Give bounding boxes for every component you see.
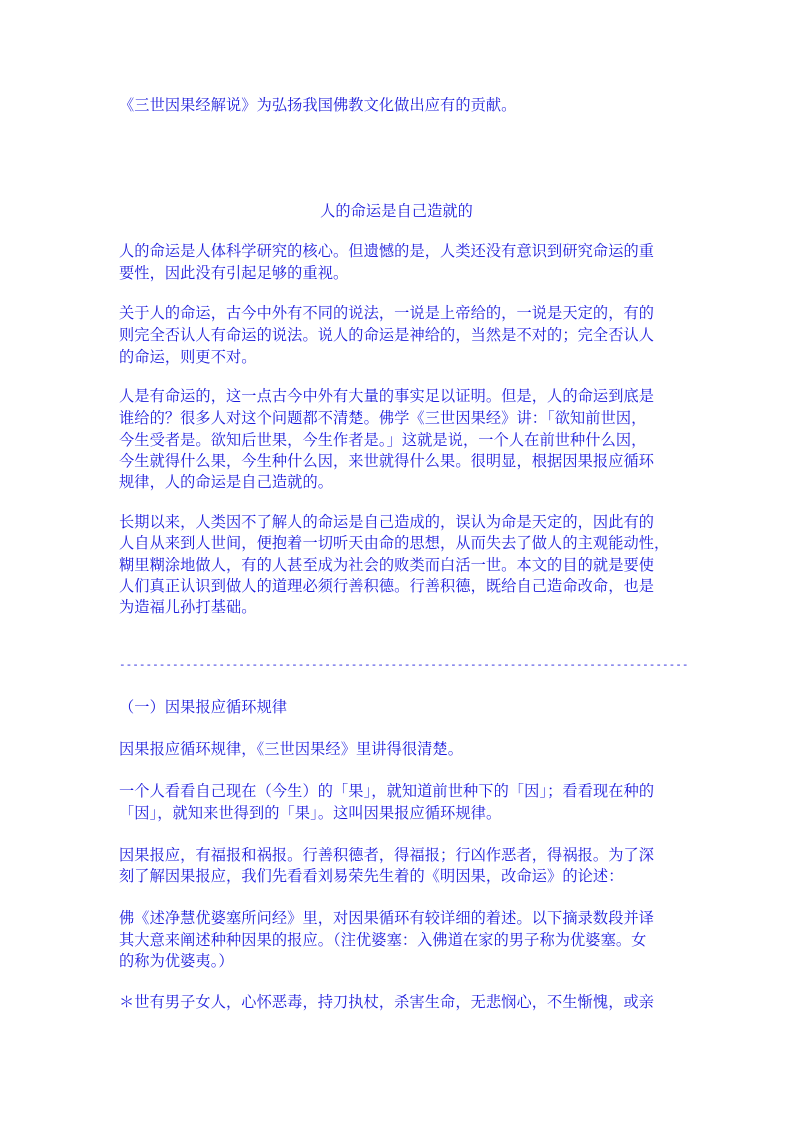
paragraph-7-line-2: 刻了解因果报应，我们先看看刘易荣先生着的《明因果，改命运》的论述： (119, 867, 624, 885)
paragraph-3-line-4: 今生就得什么果，今生种什么因，来世就得什么果。很明显，根据因果报应循环 (119, 452, 655, 470)
paragraph-5-line-1: 因果报应循环规律，《三世因果经》里讲得很清楚。 (119, 740, 464, 758)
paragraph-6-line-2: 「因」，就知来世得到的「果」。这叫因果报应循环规律。 (119, 804, 502, 822)
paragraph-4-line-4: 人们真正认识到做人的道理必须行善积德。行善积德，既给自己造命改命，也是 (119, 577, 655, 595)
paragraph-9-line-1: ＊世有男子女人，心怀恶毒，持刀执杖，杀害生命，无悲悯心，不生惭愧，或亲 (119, 993, 655, 1011)
paragraph-2-line-2: 则完全否认人有命运的说法。说人的命运是神给的，当然是不对的；完全否认人 (119, 326, 655, 344)
paragraph-4-line-1: 长期以来，人类因不了解人的命运是自己造成的，误认为命是天定的，因此有的 (119, 513, 655, 531)
paragraph-1-line-1: 人的命运是人体科学研究的核心。但遗憾的是，人类还没有意识到研究命运的重 (119, 242, 655, 260)
paragraph-1-line-2: 要性，因此没有引起足够的重视。 (119, 264, 349, 282)
paragraph-3-line-1: 人是有命运的，这一点古今中外有大量的事实足以证明。但是，人的命运到底是 (119, 387, 655, 405)
paragraph-8-line-1: 佛《述净慧优婆塞所问经》里，对因果循环有较详细的着述。以下摘录数段并译 (119, 909, 655, 927)
paragraph-6-line-1: 一个人看看自己现在（今生）的「果」，就知道前世种下的「因」；看看现在种的 (119, 782, 655, 800)
paragraph-4-line-3: 糊里糊涂地做人，有的人甚至成为社会的败类而白活一世。本文的目的就是要使 (119, 556, 655, 574)
dashed-separator: -------------------------------------------------------------------------------------- (119, 658, 689, 671)
intro-line: 《三世因果经解说》为弘扬我国佛教文化做出应有的贡献。 (119, 96, 517, 114)
paragraph-2-line-3: 的命运，则更不对。 (119, 348, 257, 366)
subsection-title: （一）因果报应循环规律 (119, 698, 288, 716)
paragraph-3-line-3: 今生受者是。欲知后世果，今生作者是。」这就是说，一个人在前世种什么因， (119, 431, 647, 449)
paragraph-4-line-5: 为造福儿孙打基础。 (119, 598, 257, 616)
paragraph-2-line-1: 关于人的命运，古今中外有不同的说法，一说是上帝给的，一说是天定的，有的 (119, 304, 655, 322)
paragraph-8-line-3: 的称为优婆夷。） (119, 952, 234, 970)
paragraph-8-line-2: 其大意来阐述种种因果的报应。（注优婆塞：入佛道在家的男子称为优婆塞。女 (119, 931, 647, 949)
paragraph-4-line-2: 人自从来到人世间，便抱着一切听天由命的思想，从而失去了做人的主观能动性， (119, 534, 670, 552)
section-title: 人的命运是自己造就的 (320, 202, 473, 220)
paragraph-7-line-1: 因果报应，有福报和祸报。行善积德者，得福报；行凶作恶者，得祸报。为了深 (119, 846, 655, 864)
paragraph-3-line-2: 谁给的？很多人对这个问题都不清楚。佛学《三世因果经》讲：「欲知前世因， (119, 409, 647, 427)
paragraph-3-line-5: 规律，人的命运是自己造就的。 (119, 473, 334, 491)
